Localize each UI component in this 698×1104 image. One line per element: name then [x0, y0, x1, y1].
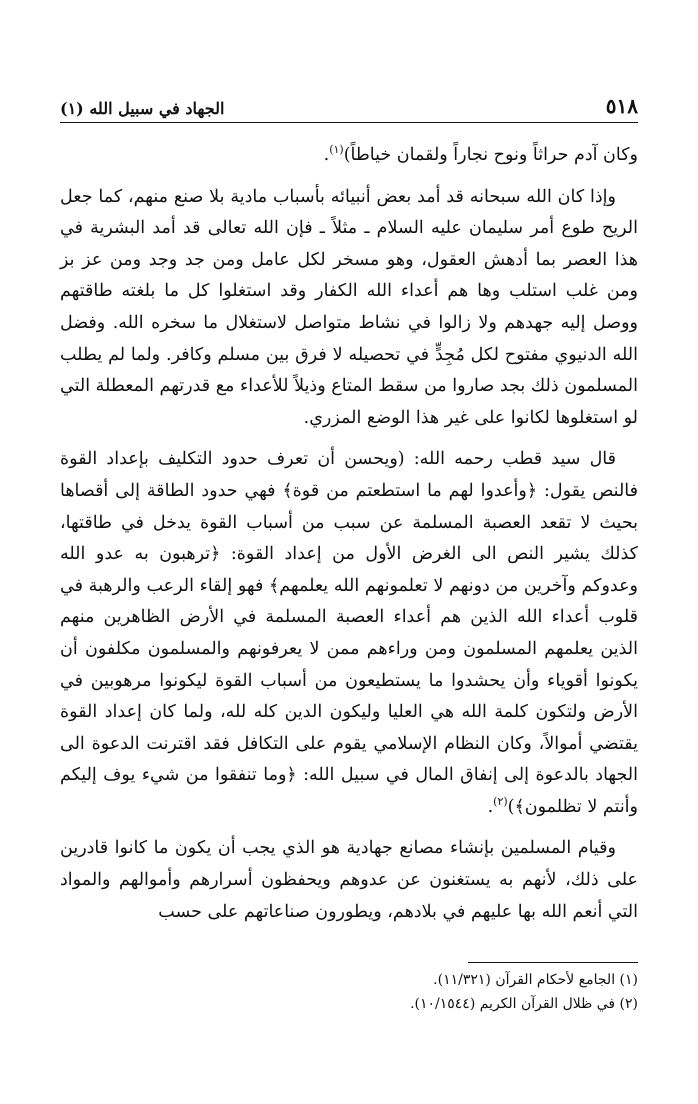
- paragraph-3-tail: .: [487, 796, 494, 817]
- page-number: ٥١٨: [605, 94, 638, 118]
- paragraph-4: [60, 833, 638, 928]
- main-text: [60, 140, 638, 928]
- footnote-divider: [468, 962, 638, 963]
- footnote-ref-2: (٢): [493, 795, 508, 809]
- page-header: [60, 86, 638, 123]
- footnote-2: (٢) في ظلال القرآن الكريم (١٠/١٥٤٤).: [410, 996, 638, 1012]
- paragraph-2-text: وإذا كان الله سبحانه قد أمد بعض أنبيائه بأسباب مادية بلا صنع منهم، كما جعل الريح طوع أمر سليمان عليه السلام ـ مثلاً ـ فإن الله تعالى قد أمد البشرية في هذا العصر بما أدهش العقول، وهو مسخر لكل عامل ومن جد وجد ومن عز بز ومن غلب استلب وها هم أعداء الله الكفار وقد استغلوا كل ما بلغته طاقتهم ووصل إليه جهدهم ولا زالوا في نشاط متواصل لاستغلال ما سخره الله. وفضل الله الدنيوي مفتوح لكل مُجِدٍّ في تحصيله لا فرق بين مسلم وكافر. ولما لم يطلب المسلمون ذلك بجد صاروا من سقط المتاع وذيلاً للأعداء مع قدرتهم المعطلة التي لو استغلوها لكانوا على غير هذا الوضع المزري.: [60, 186, 638, 428]
- paragraph-1-text: وكان آدم حراثاً ونوح نجاراً ولقمان خياطاً): [343, 145, 638, 165]
- footnote-ref-1: (١): [329, 143, 344, 157]
- paragraph-1-tail: .: [323, 145, 330, 165]
- paragraph-3-text: قال سيد قطب رحمه الله: (ويحسن أن تعرف حدود التكليف بإعداد القوة فالنص يقول: ﴿وأعدوا لهم ما استطعتم من قوة﴾ فهي حدود الطاقة إلى أقصاها بحيث لا تقعد العصبة المسلمة عن سبب من أسباب القوة يدخل في طاقتها، كذلك يشير النص الى الغرض الأول من إعداد القوة: ﴿ترهبون به عدو الله وعدوكم وآخرين من دونهم لا تعلمونهم الله يعلمهم﴾ فهو إلقاء الرعب والرهبة في قلوب أعداء الله الذين هم أعداء العصبة المسلمة في الأرض الظاهرين منهم الذين يعلمهم المسلمون ومن وراءهم ممن لا يعرفونهم والمسلمون مكلفون أن يكونوا أقوياء وأن يحشدوا ما يستطيعون من أسباب القوة ليكونوا مرهوبين في الأرض ولتكون كلمة الله هي العليا وليكون الدين كله لله، ولما كان إعداد القوة يقتضي أموالاً، وكان النظام الإسلامي يقوم على التكافل فقد اقترنت الدعوة الى الجهاد بالدعوة إلى إنفاق المال في سبيل الله: ﴿وما تنفقوا من شيء يوف إليكم وأنتم لا تظلمون﴾): [60, 449, 638, 817]
- paragraph-4-text: وقيام المسلمين بإنشاء مصانع جهادية هو الذي يجب أن يكون ما كانوا قادرين على ذلك، لأنهم به يستغنون عن عدوهم ويحفظون أسرارهم وأموالهم والمواد التي أنعم الله بها عليهم في بلادهم، ويطورون صناعاتهم على حسب: [60, 838, 638, 922]
- footnotes: [60, 968, 638, 1016]
- paragraph-3: [60, 444, 638, 823]
- running-title: الجهاد في سبيل الله (١): [60, 99, 225, 118]
- paragraph-1: [60, 140, 638, 172]
- paragraph-2: [60, 182, 638, 435]
- footnote-1: (١) الجامع لأحكام القرآن (١١/٣٢١).: [433, 972, 638, 988]
